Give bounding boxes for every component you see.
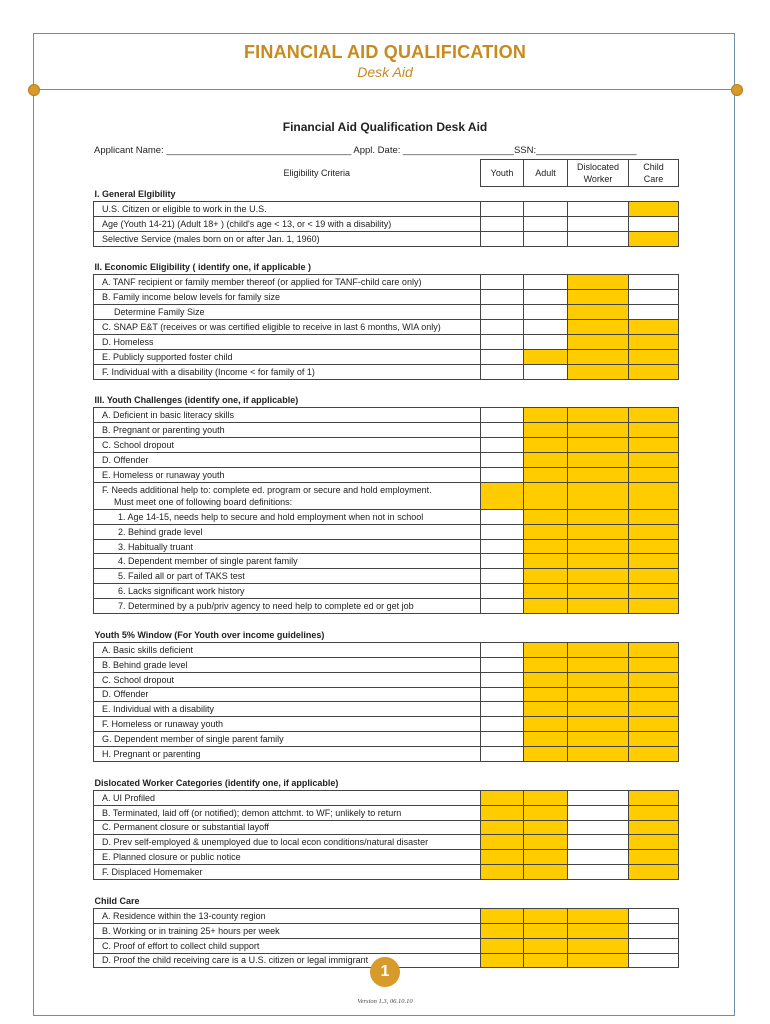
youth-cell[interactable] <box>481 747 524 762</box>
shaded-cell <box>629 453 679 468</box>
cc-cell[interactable] <box>629 290 679 305</box>
dw-cell <box>568 334 629 349</box>
table-row <box>94 423 679 438</box>
youth-cell[interactable] <box>481 672 524 687</box>
youth-cell[interactable] <box>481 231 524 246</box>
table-row <box>94 231 679 246</box>
shaded-cell <box>629 687 679 702</box>
shaded-cell <box>629 672 679 687</box>
table-row <box>94 805 679 820</box>
cc-cell[interactable] <box>629 305 679 320</box>
child-care-header <box>629 160 679 187</box>
youth-cell[interactable] <box>481 642 524 657</box>
section-gap <box>94 880 679 894</box>
table-row <box>94 657 679 672</box>
youth-cell[interactable] <box>481 349 524 364</box>
table-row <box>94 467 679 482</box>
shaded-cell <box>524 642 568 657</box>
youth-cell[interactable] <box>481 334 524 349</box>
youth-cell[interactable] <box>481 717 524 732</box>
cc-cell[interactable] <box>629 953 679 968</box>
cc-cell[interactable] <box>629 275 679 290</box>
criterion-label: 7. Determined by a pub/priv agency to need help to complete ed or get job <box>94 599 481 614</box>
cc-cell[interactable] <box>629 923 679 938</box>
criterion-label: 2. Behind grade level <box>94 524 481 539</box>
table-row <box>94 216 679 231</box>
shaded-cell <box>524 509 568 524</box>
table-row <box>94 408 679 423</box>
criterion-label: C. School dropout <box>94 438 481 453</box>
table-row <box>94 908 679 923</box>
criterion-label: F. Homeless or runaway youth <box>94 717 481 732</box>
criterion-label: D. Offender <box>94 687 481 702</box>
shaded-cell <box>524 717 568 732</box>
youth-cell[interactable] <box>481 524 524 539</box>
criterion-label: A. Basic skills deficient <box>94 642 481 657</box>
adult-cell[interactable] <box>524 216 568 231</box>
criterion-label: D. Proof the child receiving care is a U.S. citizen or legal immigrant <box>94 953 481 968</box>
criterion-label: E. Individual with a disability <box>94 702 481 717</box>
cc-cell <box>629 364 679 379</box>
table-row <box>94 820 679 835</box>
shaded-cell <box>568 539 629 554</box>
shaded-cell <box>568 423 629 438</box>
dw-header-line1: Dislocated <box>576 162 620 172</box>
criterion-label: F. Individual with a disability (Income < for family of 1) <box>94 364 481 379</box>
shaded-cell <box>568 672 629 687</box>
shaded-cell <box>629 642 679 657</box>
youth-cell[interactable] <box>481 539 524 554</box>
table-row <box>94 584 679 599</box>
shaded-cell <box>524 423 568 438</box>
table-row <box>94 438 679 453</box>
shaded-cell <box>568 702 629 717</box>
criterion-label: C. SNAP E&T (receives or was certified eligible to receive in last 6 months, WIA only) <box>94 320 481 335</box>
table-row <box>94 672 679 687</box>
rule-dot-right <box>731 84 743 96</box>
criterion-label: 6. Lacks significant work history <box>94 584 481 599</box>
cc-cell <box>629 320 679 335</box>
table-row <box>94 835 679 850</box>
dw-cell[interactable] <box>568 231 629 246</box>
shaded-cell <box>568 657 629 672</box>
table-row <box>94 569 679 584</box>
youth-cell[interactable] <box>481 687 524 702</box>
shaded-cell <box>481 953 524 968</box>
sub-title: Desk Aid <box>357 64 413 80</box>
shaded-cell <box>524 467 568 482</box>
criterion-label: 3. Habitually truant <box>94 539 481 554</box>
criterion-label: C. Permanent closure or substantial layoff <box>94 820 481 835</box>
shaded-cell <box>524 657 568 672</box>
youth-cell[interactable] <box>481 216 524 231</box>
table-header-row <box>94 160 679 187</box>
shaded-cell <box>568 717 629 732</box>
shaded-cell <box>524 953 568 968</box>
header-rule <box>33 89 735 90</box>
youth-cell[interactable] <box>481 408 524 423</box>
table-row <box>94 275 679 290</box>
shaded-cell <box>629 702 679 717</box>
youth-cell[interactable] <box>481 423 524 438</box>
table-row <box>94 790 679 805</box>
rule-dot-left <box>28 84 40 96</box>
shaded-cell <box>524 732 568 747</box>
adult-header: Adult <box>524 160 568 187</box>
cc-cell <box>629 201 679 216</box>
criterion-label: 4. Dependent member of single parent family <box>94 554 481 569</box>
section-gap <box>94 379 679 393</box>
criterion-label: E. Planned closure or public notice <box>94 850 481 865</box>
criterion-label: Selective Service (males born on or after Jan. 1, 1960) <box>94 231 481 246</box>
shaded-cell <box>568 524 629 539</box>
youth-cell[interactable] <box>481 453 524 468</box>
version-text: Version 1.3, 06.10.10 <box>357 998 413 1005</box>
shaded-cell <box>629 524 679 539</box>
shaded-cell <box>481 908 524 923</box>
criterion-label: A. UI Profiled <box>94 790 481 805</box>
criterion-label: D. Prev self-employed & unemployed due to local econ conditions/natural disaster <box>94 835 481 850</box>
section-title-child-care: Child Care <box>94 895 140 906</box>
criterion-label: U.S. Citizen or eligible to work in the U.S. <box>94 201 481 216</box>
dw-cell[interactable] <box>568 216 629 231</box>
youth-header: Youth <box>481 160 524 187</box>
section-gap <box>94 761 679 775</box>
criterion-label: Age (Youth 14-21) (Adult 18+ ) (child's age < 13, or < 19 with a disability) <box>94 216 481 231</box>
table-row <box>94 747 679 762</box>
cc-cell[interactable] <box>629 908 679 923</box>
shaded-cell <box>481 805 524 820</box>
shaded-cell <box>568 453 629 468</box>
youth-cell[interactable] <box>481 467 524 482</box>
criterion-label: A. TANF recipient or family member thereof (or applied for TANF-child care only) <box>94 275 481 290</box>
shaded-cell <box>629 850 679 865</box>
youth-cell[interactable] <box>481 364 524 379</box>
youth-cell[interactable] <box>481 305 524 320</box>
shaded-cell <box>629 438 679 453</box>
adult-cell[interactable] <box>524 305 568 320</box>
shaded-cell <box>524 702 568 717</box>
criterion-label: C. Proof of effort to collect child support <box>94 938 481 953</box>
cc-header-line2: Care <box>643 174 664 184</box>
shaded-cell <box>481 482 524 509</box>
cc-cell <box>629 334 679 349</box>
criterion-label: Must meet one of following board definitions: <box>114 496 293 507</box>
dw-cell[interactable] <box>568 865 629 880</box>
cc-cell <box>629 231 679 246</box>
youth-cell[interactable] <box>481 569 524 584</box>
table-row <box>94 923 679 938</box>
criterion-label: B. Working or in training 25+ hours per week <box>94 923 481 938</box>
shaded-cell <box>629 408 679 423</box>
table-row <box>94 453 679 468</box>
table-row <box>94 702 679 717</box>
table-row <box>94 687 679 702</box>
criteria-header: Eligibility Criteria <box>283 168 350 178</box>
shaded-cell <box>629 423 679 438</box>
shaded-cell <box>629 584 679 599</box>
dw-cell <box>568 290 629 305</box>
youth-cell[interactable] <box>481 320 524 335</box>
table-row <box>94 509 679 524</box>
shaded-cell <box>524 790 568 805</box>
criterion-label: B. Behind grade level <box>94 657 481 672</box>
shaded-cell <box>629 657 679 672</box>
applicant-line: Applicant Name: ___________________________________ Appl. Date: _____________________SSN:___________________ <box>94 145 637 156</box>
criterion-label: 5. Failed all or part of TAKS test <box>94 569 481 584</box>
criterion-label: E. Publicly supported foster child <box>94 349 481 364</box>
adult-cell[interactable] <box>524 231 568 246</box>
section-title-youth-window: Youth 5% Window (For Youth over income guidelines) <box>94 629 325 640</box>
dw-cell[interactable] <box>568 835 629 850</box>
shaded-cell <box>629 539 679 554</box>
youth-cell[interactable] <box>481 599 524 614</box>
dislocated-worker-header <box>568 160 629 187</box>
shaded-cell <box>524 408 568 423</box>
shaded-cell <box>629 717 679 732</box>
section-gap <box>94 246 679 260</box>
cc-cell <box>629 349 679 364</box>
criterion-label: 1. Age 14-15, needs help to secure and hold employment when not in school <box>94 509 481 524</box>
section-title-dislocated: Dislocated Worker Categories (identify one, if applicable) <box>94 777 339 788</box>
table-row <box>94 364 679 379</box>
shaded-cell <box>629 482 679 509</box>
table-row <box>94 850 679 865</box>
criterion-label: F. Displaced Homemaker <box>94 865 481 880</box>
youth-cell[interactable] <box>481 438 524 453</box>
shaded-cell <box>568 642 629 657</box>
shaded-cell <box>568 908 629 923</box>
table-row <box>94 334 679 349</box>
shaded-cell <box>481 835 524 850</box>
table-row <box>94 482 679 509</box>
shaded-cell <box>629 467 679 482</box>
dw-header-line2: Worker <box>583 174 613 184</box>
shaded-cell <box>629 835 679 850</box>
shaded-cell <box>524 865 568 880</box>
page-number-badge: 1 <box>370 957 400 987</box>
adult-cell[interactable] <box>524 275 568 290</box>
dw-cell <box>568 349 629 364</box>
table-row <box>94 642 679 657</box>
dw-cell[interactable] <box>568 790 629 805</box>
shaded-cell <box>629 732 679 747</box>
criterion-label: H. Pregnant or parenting <box>94 747 481 762</box>
dw-cell <box>568 364 629 379</box>
dw-cell <box>568 305 629 320</box>
shaded-cell <box>568 953 629 968</box>
shaded-cell <box>481 850 524 865</box>
criterion-label: B. Pregnant or parenting youth <box>94 423 481 438</box>
section-title-youth-challenges: III. Youth Challenges (identify one, if applicable) <box>94 395 299 406</box>
shaded-cell <box>568 584 629 599</box>
table-row <box>94 349 679 364</box>
shaded-cell <box>629 820 679 835</box>
shaded-cell <box>568 467 629 482</box>
dw-cell[interactable] <box>568 201 629 216</box>
table-row <box>94 599 679 614</box>
shaded-cell <box>629 747 679 762</box>
youth-cell[interactable] <box>481 290 524 305</box>
shaded-cell <box>524 805 568 820</box>
eligibility-table <box>93 159 679 968</box>
shaded-cell <box>524 672 568 687</box>
criterion-label: D. Homeless <box>94 334 481 349</box>
shaded-cell <box>524 923 568 938</box>
shaded-cell <box>524 820 568 835</box>
dw-cell <box>568 320 629 335</box>
shaded-cell <box>524 438 568 453</box>
youth-cell[interactable] <box>481 201 524 216</box>
shaded-cell <box>524 584 568 599</box>
shaded-cell <box>568 438 629 453</box>
criterion-label: D. Offender <box>94 453 481 468</box>
shaded-cell <box>568 599 629 614</box>
shaded-cell <box>481 923 524 938</box>
cc-cell[interactable] <box>629 216 679 231</box>
adult-cell[interactable] <box>524 290 568 305</box>
adult-cell <box>524 349 568 364</box>
shaded-cell <box>568 554 629 569</box>
table-row <box>94 320 679 335</box>
adult-cell[interactable] <box>524 201 568 216</box>
shaded-cell <box>568 732 629 747</box>
shaded-cell <box>524 908 568 923</box>
shaded-cell <box>568 569 629 584</box>
adult-cell[interactable] <box>524 334 568 349</box>
table-row <box>94 201 679 216</box>
table-row <box>94 290 679 305</box>
shaded-cell <box>524 453 568 468</box>
shaded-cell <box>568 509 629 524</box>
dw-cell[interactable] <box>568 820 629 835</box>
criterion-label: C. School dropout <box>94 672 481 687</box>
shaded-cell <box>629 569 679 584</box>
section-title-economic: II. Economic Eligibility ( identify one, if applicable ) <box>94 262 312 273</box>
shaded-cell <box>481 865 524 880</box>
table-row <box>94 938 679 953</box>
shaded-cell <box>629 509 679 524</box>
shaded-cell <box>568 687 629 702</box>
main-title: FINANCIAL AID QUALIFICATION <box>243 42 527 62</box>
table-row <box>94 732 679 747</box>
criterion-label: Determine Family Size <box>94 305 481 320</box>
shaded-cell <box>568 747 629 762</box>
shaded-cell <box>524 482 568 509</box>
cc-header-line1: Child <box>643 162 664 172</box>
shaded-cell <box>524 850 568 865</box>
shaded-cell <box>524 687 568 702</box>
table-row <box>94 554 679 569</box>
shaded-cell <box>629 554 679 569</box>
youth-cell[interactable] <box>481 657 524 672</box>
youth-cell[interactable] <box>481 584 524 599</box>
shaded-cell <box>524 554 568 569</box>
criterion-label: F. Needs additional help to: complete ed. program or secure and hold employment. <box>102 484 432 495</box>
shaded-cell <box>524 524 568 539</box>
table-row <box>94 539 679 554</box>
shaded-cell <box>568 482 629 509</box>
shaded-cell <box>481 938 524 953</box>
shaded-cell <box>568 923 629 938</box>
shaded-cell <box>568 938 629 953</box>
shaded-cell <box>524 599 568 614</box>
table-row <box>94 717 679 732</box>
table-row <box>94 865 679 880</box>
youth-cell[interactable] <box>481 702 524 717</box>
document-title: Financial Aid Qualification Desk Aid <box>282 120 488 134</box>
criterion-label: B. Family income below levels for family size <box>94 290 481 305</box>
criterion-label: B. Terminated, laid off (or notified); demon attchmt. to WF; unlikely to return <box>94 805 481 820</box>
shaded-cell <box>524 938 568 953</box>
shaded-cell <box>524 539 568 554</box>
criterion-label-multiline <box>94 482 481 509</box>
shaded-cell <box>481 790 524 805</box>
table-row <box>94 524 679 539</box>
table-row <box>94 305 679 320</box>
dw-cell[interactable] <box>568 805 629 820</box>
youth-cell[interactable] <box>481 509 524 524</box>
shaded-cell <box>629 865 679 880</box>
section-title-general: I. General Elgibility <box>94 188 176 199</box>
section-gap <box>94 614 679 628</box>
shaded-cell <box>524 835 568 850</box>
shaded-cell <box>629 805 679 820</box>
criterion-label: A. Deficient in basic literacy skills <box>94 408 481 423</box>
criterion-label: A. Residence within the 13-county region <box>94 908 481 923</box>
dw-cell <box>568 275 629 290</box>
youth-cell[interactable] <box>481 275 524 290</box>
shaded-cell <box>524 569 568 584</box>
shaded-cell <box>481 820 524 835</box>
shaded-cell <box>629 599 679 614</box>
shaded-cell <box>629 790 679 805</box>
criterion-label: G. Dependent member of single parent family <box>94 732 481 747</box>
youth-cell[interactable] <box>481 554 524 569</box>
cc-cell[interactable] <box>629 938 679 953</box>
youth-cell[interactable] <box>481 732 524 747</box>
adult-cell[interactable] <box>524 320 568 335</box>
criterion-label: E. Homeless or runaway youth <box>94 467 481 482</box>
shaded-cell <box>568 408 629 423</box>
adult-cell[interactable] <box>524 364 568 379</box>
dw-cell[interactable] <box>568 850 629 865</box>
shaded-cell <box>524 747 568 762</box>
